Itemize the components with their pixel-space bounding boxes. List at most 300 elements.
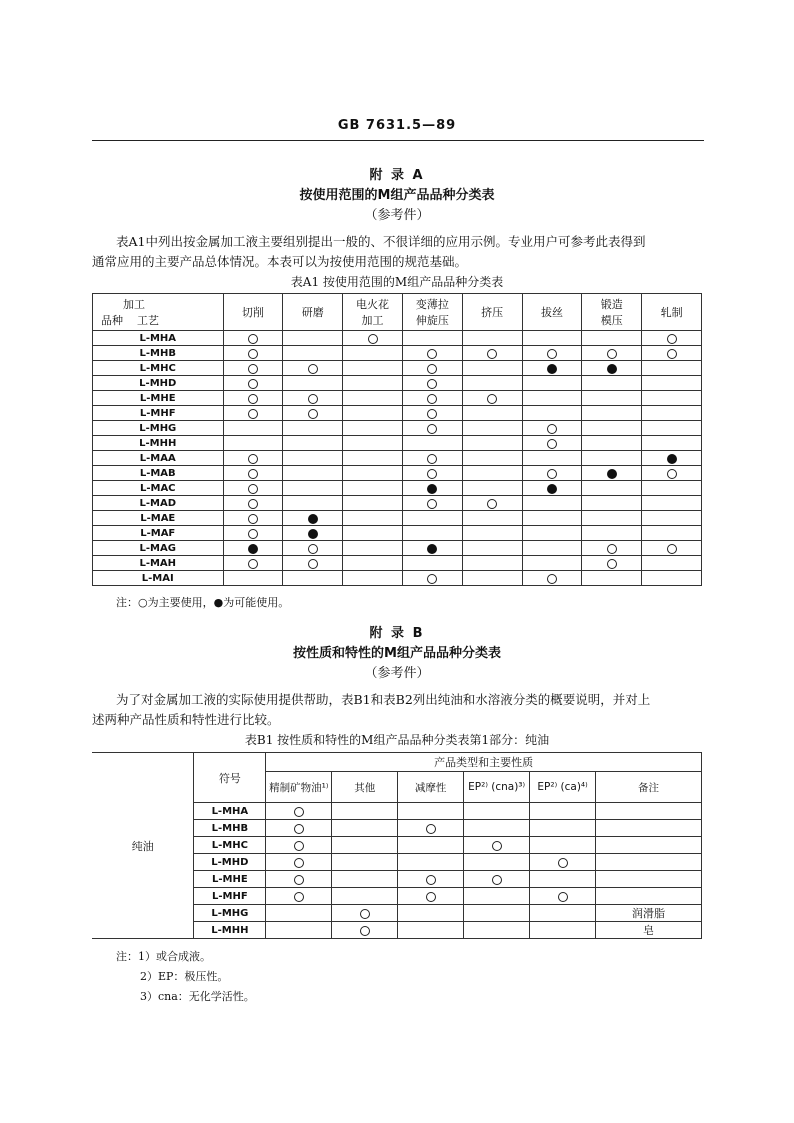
open-circle-icon: [308, 364, 318, 374]
empty-cell: [522, 526, 582, 541]
empty-cell: [283, 496, 343, 511]
symbol-cell: [530, 888, 596, 905]
empty-cell: [522, 331, 582, 346]
symbol-cell: [283, 391, 343, 406]
col-header-line: 加工: [361, 314, 384, 327]
empty-cell: [462, 451, 522, 466]
symbol-cell: [398, 888, 464, 905]
symbol-cell: [283, 556, 343, 571]
header-rule: [92, 140, 704, 141]
table-a1-col-header: [283, 294, 343, 331]
empty-cell: [582, 376, 642, 391]
empty-cell: [464, 905, 530, 922]
table-a1-col-header: [582, 294, 642, 331]
filled-circle-icon: [308, 529, 318, 539]
open-circle-icon: [368, 334, 378, 344]
open-circle-icon: [294, 807, 304, 817]
empty-cell: [343, 406, 403, 421]
open-circle-icon: [248, 499, 258, 509]
symbol-cell: [223, 376, 283, 391]
symbol-cell: [582, 556, 642, 571]
table-row: [93, 526, 702, 541]
open-circle-icon: [492, 875, 502, 885]
variety-code: L-MAE: [93, 511, 224, 526]
empty-cell: [582, 511, 642, 526]
open-circle-icon: [308, 559, 318, 569]
variety-code: L-MHH: [93, 436, 224, 451]
empty-cell: [530, 922, 596, 939]
empty-cell: [530, 905, 596, 922]
symbol-cell: [522, 436, 582, 451]
empty-cell: [462, 421, 522, 436]
standard-header: GB 7631.5—89: [337, 118, 457, 133]
variety-code: L-MHA: [93, 331, 224, 346]
table-a1-col-header: [223, 294, 283, 331]
col-header-line: 切削: [241, 306, 264, 319]
corner-label-process: 加工: [123, 298, 145, 311]
empty-cell: [582, 331, 642, 346]
symbol-cell: [223, 556, 283, 571]
table-a1-col-header: [522, 294, 582, 331]
symbol-cell: [402, 496, 462, 511]
empty-cell: [343, 391, 403, 406]
empty-cell: [402, 436, 462, 451]
filled-circle-icon: [427, 544, 437, 554]
open-circle-icon: [547, 424, 557, 434]
table-b1-col-header: 减摩性: [398, 772, 464, 803]
empty-cell: [522, 451, 582, 466]
open-circle-icon: [294, 892, 304, 902]
empty-cell: [462, 376, 522, 391]
table-b1-col-header: 备注: [596, 772, 702, 803]
remark-cell: [596, 803, 702, 820]
col-header-line: 伸旋压: [415, 314, 449, 327]
variety-code: L-MHG: [93, 421, 224, 436]
empty-cell: [522, 511, 582, 526]
table-a1-col-header: [462, 294, 522, 331]
open-circle-icon: [427, 349, 437, 359]
open-circle-icon: [667, 349, 677, 359]
remark-cell: [596, 837, 702, 854]
symbol-cell: [582, 541, 642, 556]
open-circle-icon: [248, 484, 258, 494]
symbol-header: 符号: [194, 753, 266, 803]
open-circle-icon: [547, 349, 557, 359]
table-a1-col-header: [642, 294, 702, 331]
table-row: [93, 361, 702, 376]
symbol-cell: [283, 406, 343, 421]
empty-cell: [343, 496, 403, 511]
symbol-cell: [283, 361, 343, 376]
empty-cell: [343, 361, 403, 376]
empty-cell: [343, 421, 403, 436]
symbol-cell: [223, 481, 283, 496]
table-a1: [92, 293, 702, 586]
empty-cell: [283, 376, 343, 391]
symbol-cell: [266, 888, 332, 905]
empty-cell: [402, 331, 462, 346]
open-circle-icon: [294, 875, 304, 885]
symbol-cell: [223, 346, 283, 361]
open-circle-icon: [487, 349, 497, 359]
empty-cell: [343, 436, 403, 451]
variety-code: L-MHF: [93, 406, 224, 421]
col-header-line: 锻造: [600, 298, 623, 311]
variety-code: L-MHH: [194, 922, 266, 939]
table-b1-col-header: 精制矿物油¹⁾: [266, 772, 332, 803]
empty-cell: [462, 331, 522, 346]
variety-code: L-MHE: [93, 391, 224, 406]
empty-cell: [343, 376, 403, 391]
empty-cell: [582, 571, 642, 586]
open-circle-icon: [427, 424, 437, 434]
table-row: [93, 406, 702, 421]
variety-code: L-MHB: [93, 346, 224, 361]
symbol-cell: [402, 451, 462, 466]
table-b1-col-header: EP²⁾ (ca)⁴⁾: [530, 772, 596, 803]
open-circle-icon: [558, 892, 568, 902]
variety-code: L-MAH: [93, 556, 224, 571]
empty-cell: [530, 837, 596, 854]
empty-cell: [462, 511, 522, 526]
empty-cell: [462, 436, 522, 451]
open-circle-icon: [667, 544, 677, 554]
symbol-cell: [464, 837, 530, 854]
symbol-cell: [223, 391, 283, 406]
open-circle-icon: [427, 379, 437, 389]
variety-code: L-MAC: [93, 481, 224, 496]
remark-cell: [596, 888, 702, 905]
empty-cell: [530, 803, 596, 820]
symbol-cell: [522, 346, 582, 361]
empty-cell: [582, 436, 642, 451]
symbol-cell: [642, 466, 702, 481]
col-header-line: 模压: [600, 314, 623, 327]
symbol-cell: [582, 466, 642, 481]
empty-cell: [530, 820, 596, 837]
appendix-b-paragraph-1: 为了对金属加工液的实际使用提供帮助，表B1和表B2列出纯油和水溶液分类的概要说明，并对上: [116, 692, 651, 707]
open-circle-icon: [427, 409, 437, 419]
table-row: [93, 376, 702, 391]
symbol-cell: [402, 571, 462, 586]
remark-cell: [596, 820, 702, 837]
empty-cell: [343, 346, 403, 361]
variety-code: L-MHC: [194, 837, 266, 854]
appendix-a-paragraph-2: 通常应用的主要产品总体情况。本表可以为按使用范围的规范基础。: [92, 254, 468, 269]
open-circle-icon: [607, 544, 617, 554]
open-circle-icon: [487, 499, 497, 509]
symbol-cell: [402, 391, 462, 406]
empty-cell: [642, 496, 702, 511]
table-row: [93, 421, 702, 436]
table-b1-title: 表B1 按性质和特性的M组产品品种分类表第1部分：纯油: [244, 733, 550, 747]
empty-cell: [464, 888, 530, 905]
variety-code: L-MHE: [194, 871, 266, 888]
col-header-line: 电火花: [356, 298, 390, 311]
empty-cell: [462, 406, 522, 421]
appendix-b-paragraph-2: 述两种产品性质和特性进行比较。: [92, 712, 280, 727]
table-b1-col-header: EP²⁾ (cna)³⁾: [464, 772, 530, 803]
open-circle-icon: [607, 349, 617, 359]
empty-cell: [462, 541, 522, 556]
table-row: [93, 481, 702, 496]
empty-cell: [462, 556, 522, 571]
variety-code: L-MHF: [194, 888, 266, 905]
empty-cell: [402, 526, 462, 541]
variety-code: L-MHD: [194, 854, 266, 871]
empty-cell: [398, 905, 464, 922]
empty-cell: [402, 511, 462, 526]
open-circle-icon: [248, 454, 258, 464]
symbol-cell: [522, 571, 582, 586]
open-circle-icon: [426, 875, 436, 885]
symbol-cell: [283, 541, 343, 556]
symbol-cell: [266, 803, 332, 820]
col-header-line: 变薄拉: [415, 298, 449, 311]
empty-cell: [522, 556, 582, 571]
symbol-cell: [332, 922, 398, 939]
open-circle-icon: [308, 544, 318, 554]
empty-cell: [582, 391, 642, 406]
symbol-cell: [522, 481, 582, 496]
table-row: [93, 346, 702, 361]
empty-cell: [283, 466, 343, 481]
variety-code: L-MHG: [194, 905, 266, 922]
empty-cell: [332, 820, 398, 837]
open-circle-icon: [427, 364, 437, 374]
empty-cell: [522, 496, 582, 511]
empty-cell: [642, 421, 702, 436]
empty-cell: [332, 854, 398, 871]
table-b1-col-header: 其他: [332, 772, 398, 803]
symbol-cell: [462, 391, 522, 406]
open-circle-icon: [294, 858, 304, 868]
remark-cell: 皂: [596, 922, 702, 939]
empty-cell: [223, 421, 283, 436]
variety-code: L-MAI: [93, 571, 224, 586]
empty-cell: [642, 526, 702, 541]
symbol-cell: [223, 361, 283, 376]
empty-cell: [642, 556, 702, 571]
filled-circle-icon: [547, 484, 557, 494]
empty-cell: [283, 451, 343, 466]
table-row: [93, 466, 702, 481]
symbol-cell: [402, 346, 462, 361]
appendix-b-ref: （参考件）: [364, 666, 430, 681]
empty-cell: [343, 526, 403, 541]
table-a1-title: 表A1 按使用范围的M组产品品种分类表: [290, 275, 504, 289]
table-row: [93, 331, 702, 346]
table-a1-col-header: [343, 294, 403, 331]
table-row: [93, 436, 702, 451]
symbol-cell: [223, 406, 283, 421]
empty-cell: [343, 481, 403, 496]
empty-cell: [642, 391, 702, 406]
col-header-line: 拔丝: [540, 306, 563, 319]
table-b1-note-1: 注：1）或合成液。: [116, 950, 211, 963]
appendix-b-title: 附 录 B: [369, 626, 425, 641]
variety-code: L-MHC: [93, 361, 224, 376]
symbol-cell: [402, 541, 462, 556]
symbol-cell: [402, 406, 462, 421]
open-circle-icon: [248, 529, 258, 539]
open-circle-icon: [426, 824, 436, 834]
filled-circle-icon: [607, 364, 617, 374]
symbol-cell: [522, 361, 582, 376]
symbol-cell: [223, 466, 283, 481]
empty-cell: [582, 406, 642, 421]
open-circle-icon: [427, 454, 437, 464]
table-a1-corner-cell: [93, 294, 224, 331]
empty-cell: [283, 346, 343, 361]
empty-cell: [332, 803, 398, 820]
empty-cell: [343, 451, 403, 466]
filled-circle-icon: [427, 484, 437, 494]
empty-cell: [332, 871, 398, 888]
table-row: [93, 556, 702, 571]
empty-cell: [642, 481, 702, 496]
symbol-cell: [530, 854, 596, 871]
symbol-cell: [343, 331, 403, 346]
empty-cell: [462, 466, 522, 481]
empty-cell: [464, 803, 530, 820]
empty-cell: [223, 436, 283, 451]
col-header-line: 挤压: [481, 306, 504, 319]
symbol-cell: [402, 466, 462, 481]
open-circle-icon: [667, 334, 677, 344]
symbol-cell: [332, 905, 398, 922]
empty-cell: [398, 837, 464, 854]
empty-cell: [464, 820, 530, 837]
open-circle-icon: [294, 824, 304, 834]
table-b1-note-3: 3）cna：无化学活性。: [140, 990, 255, 1003]
empty-cell: [398, 922, 464, 939]
empty-cell: [462, 571, 522, 586]
empty-cell: [332, 837, 398, 854]
empty-cell: [462, 481, 522, 496]
empty-cell: [530, 871, 596, 888]
group-label-pure-oil: 纯油: [92, 753, 194, 939]
open-circle-icon: [427, 499, 437, 509]
empty-cell: [642, 571, 702, 586]
variety-code: L-MHA: [194, 803, 266, 820]
empty-cell: [343, 466, 403, 481]
appendix-a-title: 附 录 A: [369, 168, 425, 183]
empty-cell: [398, 803, 464, 820]
symbol-cell: [223, 496, 283, 511]
empty-cell: [582, 451, 642, 466]
empty-cell: [642, 436, 702, 451]
open-circle-icon: [492, 841, 502, 851]
symbol-cell: [398, 871, 464, 888]
empty-cell: [582, 421, 642, 436]
open-circle-icon: [248, 409, 258, 419]
symbol-cell: [223, 331, 283, 346]
empty-cell: [283, 571, 343, 586]
filled-circle-icon: [607, 469, 617, 479]
remark-cell: [596, 854, 702, 871]
empty-cell: [402, 556, 462, 571]
empty-cell: [464, 922, 530, 939]
empty-cell: [642, 511, 702, 526]
open-circle-icon: [248, 514, 258, 524]
symbol-cell: [283, 526, 343, 541]
empty-cell: [642, 406, 702, 421]
symbol-cell: [582, 361, 642, 376]
symbol-cell: [642, 346, 702, 361]
open-circle-icon: [248, 469, 258, 479]
filled-circle-icon: [667, 454, 677, 464]
variety-code: L-MAG: [93, 541, 224, 556]
table-row: [93, 391, 702, 406]
empty-cell: [283, 421, 343, 436]
filled-circle-icon: [308, 514, 318, 524]
symbol-cell: [462, 496, 522, 511]
table-row: [93, 511, 702, 526]
open-circle-icon: [308, 394, 318, 404]
filled-circle-icon: [547, 364, 557, 374]
empty-cell: [343, 556, 403, 571]
open-circle-icon: [487, 394, 497, 404]
appendix-b-subtitle: 按性质和特性的M组产品品种分类表: [293, 646, 501, 661]
symbol-cell: [266, 854, 332, 871]
open-circle-icon: [547, 469, 557, 479]
open-circle-icon: [426, 892, 436, 902]
open-circle-icon: [248, 379, 258, 389]
empty-cell: [464, 854, 530, 871]
appendix-a-ref: （参考件）: [364, 208, 430, 223]
symbol-cell: [462, 346, 522, 361]
open-circle-icon: [547, 574, 557, 584]
symbol-cell: [402, 481, 462, 496]
symbol-cell: [522, 466, 582, 481]
symbol-cell: [642, 331, 702, 346]
empty-cell: [642, 376, 702, 391]
empty-cell: [462, 361, 522, 376]
empty-cell: [522, 391, 582, 406]
table-row: [93, 541, 702, 556]
empty-cell: [332, 888, 398, 905]
open-circle-icon: [427, 394, 437, 404]
symbol-cell: [223, 526, 283, 541]
empty-cell: [343, 541, 403, 556]
open-circle-icon: [558, 858, 568, 868]
empty-cell: [343, 571, 403, 586]
open-circle-icon: [248, 364, 258, 374]
variety-code: L-MHD: [93, 376, 224, 391]
open-circle-icon: [248, 334, 258, 344]
open-circle-icon: [607, 559, 617, 569]
symbol-cell: [266, 820, 332, 837]
open-circle-icon: [427, 469, 437, 479]
open-circle-icon: [360, 909, 370, 919]
empty-cell: [582, 526, 642, 541]
symbol-cell: [223, 541, 283, 556]
empty-cell: [283, 331, 343, 346]
open-circle-icon: [248, 394, 258, 404]
open-circle-icon: [667, 469, 677, 479]
empty-cell: [283, 436, 343, 451]
open-circle-icon: [248, 349, 258, 359]
open-circle-icon: [427, 574, 437, 584]
table-a1-note: 注：○为主要使用，●为可能使用。: [116, 596, 290, 609]
empty-cell: [223, 571, 283, 586]
empty-cell: [343, 511, 403, 526]
empty-cell: [522, 376, 582, 391]
variety-code: L-MAD: [93, 496, 224, 511]
empty-cell: [522, 541, 582, 556]
symbol-cell: [402, 421, 462, 436]
